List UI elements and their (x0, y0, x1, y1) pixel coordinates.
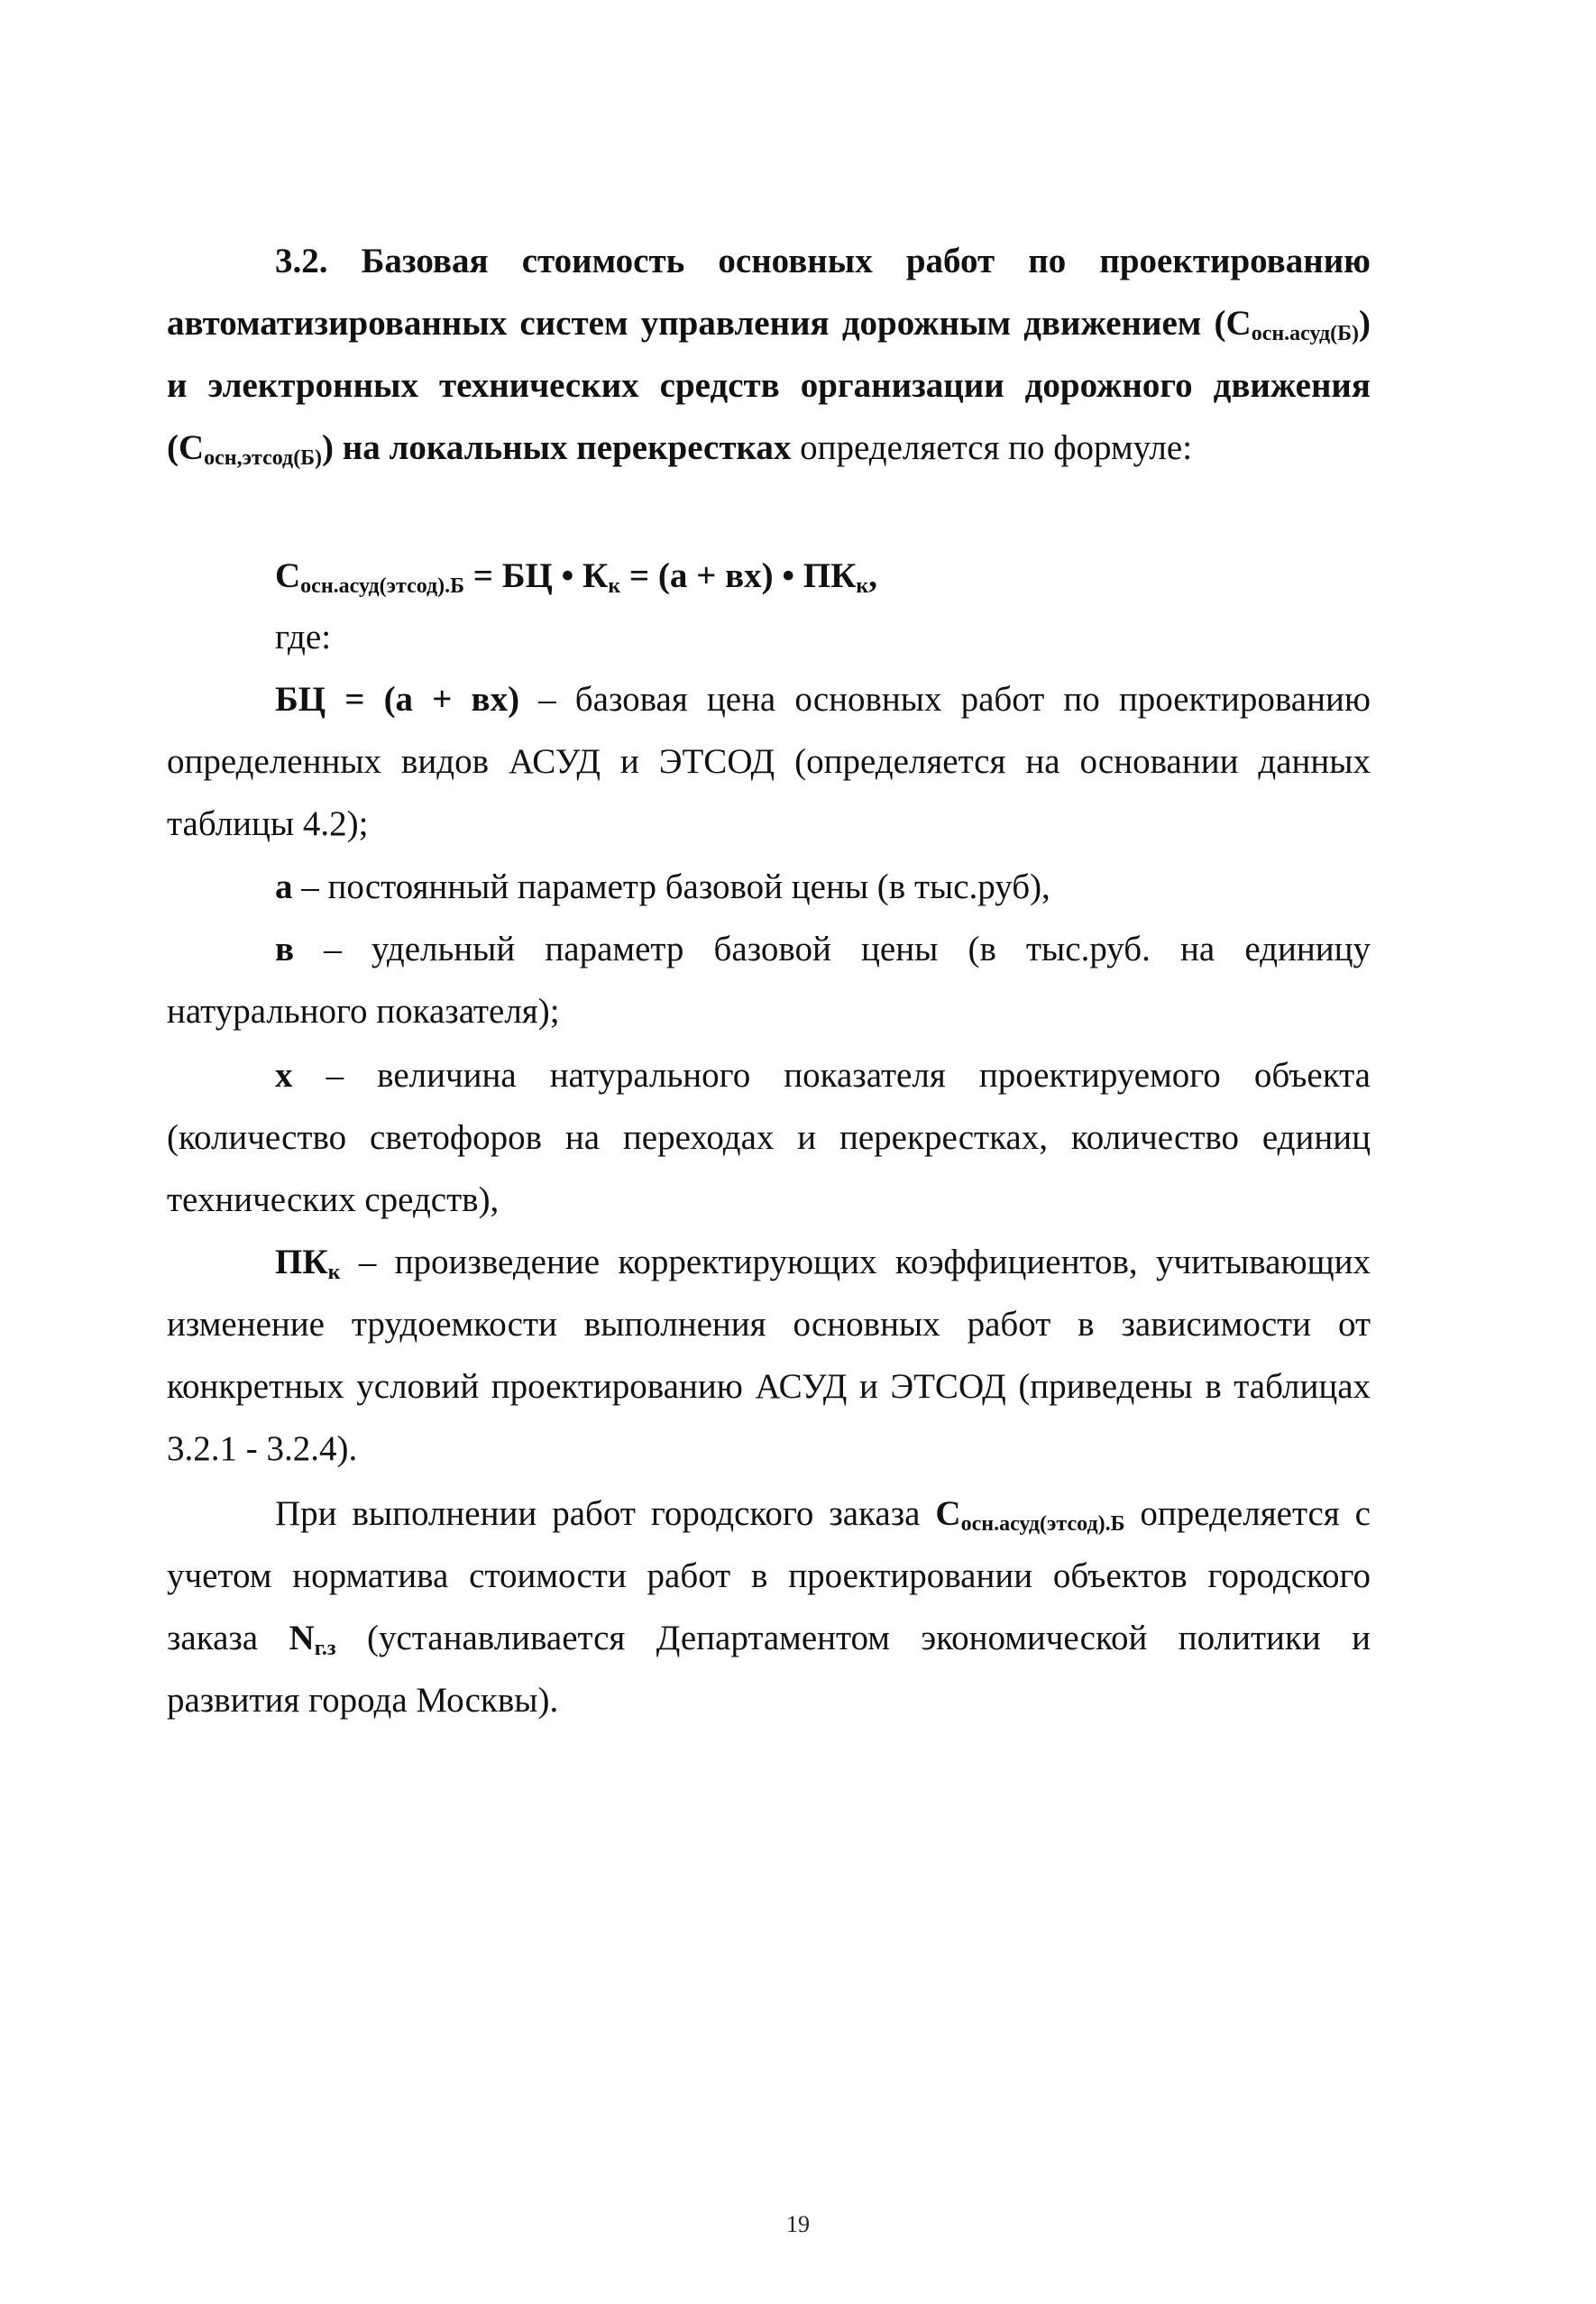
definition-b: в – удельный параметр базовой цены (в тыс.руб. на единицу натурального показателя); (167, 930, 1371, 1031)
section-number: 3.2. (275, 242, 328, 280)
page-number: 19 (786, 2211, 810, 2237)
city-order-paragraph: При выполнении работ городского заказа $C_{осн.асуд(этсод).Б}$ определяется с учетом норматива стоимости работ в проектировании объектов городского заказа $N_{г.з}$ (устанавливается Департаментом экономической политики и развития города Москвы). (167, 1494, 1371, 1720)
definition-a: а – постоянный параметр базовой цены (в тыс.руб), (275, 867, 1050, 906)
definition-pk: $ПК_к$ – произведение корректирующих коэффициентов, учитывающих изменение трудоемкости выполнения основных работ в зависимости от конкретных условий проектированию АСУД и ЭТСОД (приведены в таблицах 3.2.1 - 3.2.4). (167, 1243, 1371, 1468)
where-label: где: (275, 618, 332, 656)
definition-x: х – величина натурального показателя проектируемого объекта (количество светофоров на переходах и перекрестках, количество единиц технических средств), (167, 1056, 1371, 1219)
section-heading-paragraph: 3.2. Базовая стоимость основных работ по проектированию автоматизированных систем управления дорожным движением $(C_{осн.асуд(Б)})$ и электронных технических средств организации дорожного движения $(C_{осн,этсод(Б)})$ на локальных перекрестках определяется по формуле: (167, 242, 1371, 470)
definition-bc: БЦ = (а + вх) – базовая цена основных работ по проектированию определенных видов АСУД и ЭТСОД (определяется на основании данных таблицы 4.2); (167, 680, 1371, 843)
cost-formula: $C_{осн.асуд(этсод).Б}$ = БЦ • $К_к = (а + вх)$ • $ПК_к$, (275, 556, 877, 598)
